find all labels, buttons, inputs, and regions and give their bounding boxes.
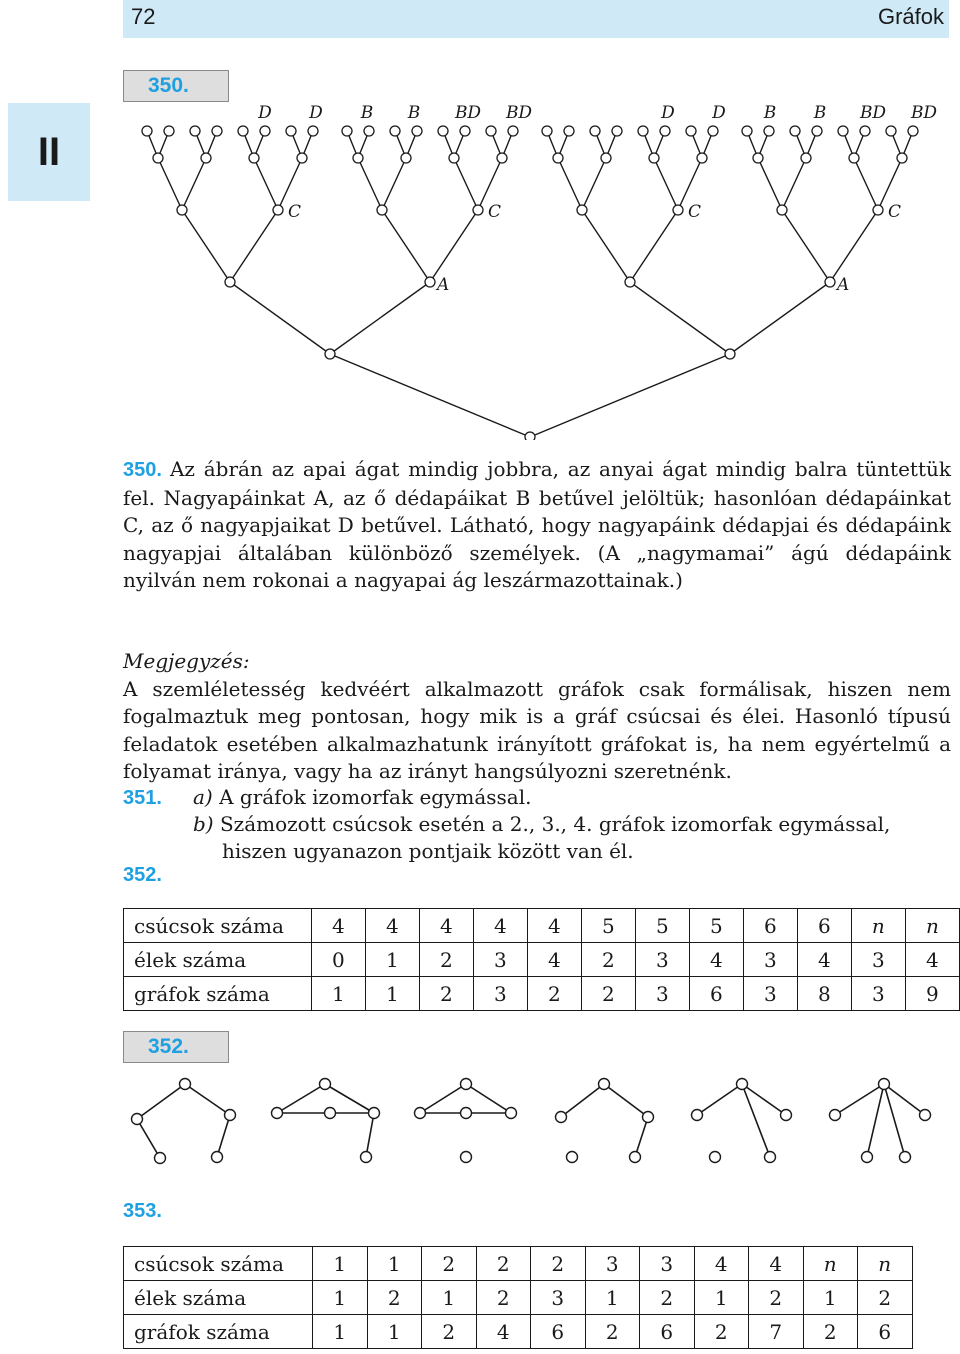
solution-350-paragraph <box>123 456 951 595</box>
tree-node <box>742 126 752 136</box>
tree-node <box>577 205 587 215</box>
tree-node <box>201 153 211 163</box>
tree-node <box>649 153 659 163</box>
graph-vertex <box>320 1079 331 1090</box>
table-cell: 2 <box>803 1315 858 1349</box>
table-cell: 3 <box>585 1247 640 1281</box>
tree-node <box>601 153 611 163</box>
graph-1 <box>137 1084 230 1158</box>
graph-vertex <box>692 1110 703 1121</box>
tree-edge <box>358 158 382 210</box>
tree-edge <box>430 210 478 282</box>
tree-edge <box>230 210 278 282</box>
tree-edge <box>330 282 430 354</box>
tree-edge <box>854 158 878 210</box>
tree-node <box>812 126 822 136</box>
table-cell: csúcsok száma <box>124 909 312 943</box>
table-cell: 3 <box>635 977 689 1011</box>
tree-edge <box>158 158 182 210</box>
graph-vertex <box>361 1152 372 1163</box>
table-cell: 2 <box>581 977 635 1011</box>
graph-vertex <box>461 1079 472 1090</box>
table-cell: 4 <box>527 943 581 977</box>
table-cell: 4 <box>419 909 473 943</box>
table-cell: 6 <box>531 1315 586 1349</box>
solution-353-number: 353. <box>123 1200 162 1222</box>
tree-node <box>697 153 707 163</box>
table-cell: 2 <box>367 1281 422 1315</box>
table-cell: 1 <box>311 977 365 1011</box>
figure-352-label: 352. <box>123 1031 229 1063</box>
tree-node <box>353 153 363 163</box>
graph-vertex <box>325 1108 336 1119</box>
graph-vertex <box>862 1152 873 1163</box>
tree-node <box>286 126 296 136</box>
graph-vertex <box>132 1114 143 1125</box>
table-353-row-graphs <box>124 1315 913 1349</box>
graph-5 <box>697 1084 786 1157</box>
tree-label-top: B <box>360 103 374 123</box>
table-cell: 3 <box>473 943 527 977</box>
tree-node <box>673 205 683 215</box>
tree-node <box>525 432 535 440</box>
graph-vertex <box>461 1108 472 1119</box>
tree-edge <box>230 282 330 354</box>
tree-node <box>838 126 848 136</box>
tree-node <box>542 126 552 136</box>
tree-node <box>190 126 200 136</box>
page-number: 72 <box>131 4 156 29</box>
table-cell: 3 <box>743 943 797 977</box>
graph-vertex <box>781 1110 792 1121</box>
table-cell: 7 <box>749 1315 804 1349</box>
solution-352-number: 352. <box>123 864 162 886</box>
tree-edge <box>830 210 878 282</box>
tree-edge <box>558 158 582 210</box>
table-cell: 3 <box>473 977 527 1011</box>
graph-vertex <box>225 1110 236 1121</box>
table-cell: csúcsok száma <box>124 1247 313 1281</box>
table-cell: 5 <box>689 909 743 943</box>
tree-node <box>249 153 259 163</box>
tree-node <box>212 126 222 136</box>
graph-vertex <box>920 1110 931 1121</box>
tree-node <box>860 126 870 136</box>
chapter-title: Gráfok <box>877 4 944 29</box>
graph-vertex <box>369 1108 380 1119</box>
table-cell: 2 <box>476 1247 531 1281</box>
tree-node <box>390 126 400 136</box>
solution-351-b-marker: b) <box>193 812 214 836</box>
tree-node <box>849 153 859 163</box>
table-cell: 6 <box>689 977 743 1011</box>
tree-label-top: D <box>309 103 323 123</box>
table-353-row-edges <box>124 1281 913 1315</box>
table-cell: 2 <box>422 1315 477 1349</box>
tree-label-top: B <box>813 103 827 123</box>
graph-vertex <box>461 1152 472 1163</box>
table-cell: 8 <box>797 977 851 1011</box>
table-cell: 3 <box>851 977 905 1011</box>
table-352 <box>123 908 960 1011</box>
tree-edge <box>530 354 730 437</box>
graph-vertex <box>415 1108 426 1119</box>
graphs-figure-352 <box>0 1060 960 1170</box>
tree-edge <box>782 210 830 282</box>
tree-node <box>553 153 563 163</box>
table-352-row-vertices <box>124 909 960 943</box>
tree-label-top: B <box>407 103 421 123</box>
tree-edge <box>630 210 678 282</box>
tree-label-top: BD <box>910 103 938 123</box>
table-cell: 2 <box>531 1247 586 1281</box>
table-352-row-graphs <box>124 977 960 1011</box>
graph-vertex <box>830 1110 841 1121</box>
table-cell: 3 <box>640 1247 695 1281</box>
tree-edge <box>758 158 782 210</box>
tree-node <box>377 205 387 215</box>
solution-351-number: 351. <box>123 787 162 809</box>
note-block <box>123 648 951 786</box>
table-cell: 2 <box>858 1281 913 1315</box>
graph-6 <box>835 1084 925 1157</box>
figure-350-label: 350. <box>123 70 229 102</box>
table-cell: 1 <box>585 1281 640 1315</box>
tree-label-top: BD <box>505 103 533 123</box>
table-cell: 2 <box>419 977 473 1011</box>
tree-edge <box>782 158 806 210</box>
tree-label-top: D <box>661 103 675 123</box>
tree-node <box>725 349 735 359</box>
table-cell: 4 <box>527 909 581 943</box>
tree-node <box>153 153 163 163</box>
table-cell: 2 <box>749 1281 804 1315</box>
tree-node <box>753 153 763 163</box>
graph-vertex <box>212 1152 223 1163</box>
graph-2 <box>277 1084 374 1157</box>
tree-edge <box>254 158 278 210</box>
solution-351-b-text-1: Számozott csúcsok esetén a 2., 3., 4. gráfok izomorfak egymással, <box>219 812 891 836</box>
tree-node <box>438 126 448 136</box>
table-cell: 9 <box>905 977 959 1011</box>
table-cell: 6 <box>743 909 797 943</box>
tree-node <box>364 126 374 136</box>
tree-label-top: BD <box>859 103 887 123</box>
tree-label-c: C <box>488 202 502 222</box>
tree-node <box>764 126 774 136</box>
tree-label-top: BD <box>454 103 482 123</box>
tree-edge <box>330 354 530 437</box>
table-cell: 3 <box>531 1281 586 1315</box>
tree-node <box>401 153 411 163</box>
graph-vertex <box>710 1152 721 1163</box>
table-cell: 6 <box>858 1315 913 1349</box>
table-cell: 2 <box>476 1281 531 1315</box>
table-cell: 1 <box>694 1281 749 1315</box>
table-cell: 4 <box>694 1247 749 1281</box>
table-cell: 2 <box>585 1315 640 1349</box>
tree-node <box>508 126 518 136</box>
table-cell: n <box>858 1247 913 1281</box>
tree-label-top: D <box>258 103 272 123</box>
tree-node <box>164 126 174 136</box>
graph-vertex <box>272 1108 283 1119</box>
tree-edge <box>630 282 730 354</box>
tree-node <box>777 205 787 215</box>
table-cell: 1 <box>367 1315 422 1349</box>
solution-351-a-text: A gráfok izomorfak egymással. <box>219 785 532 809</box>
table-cell: élek száma <box>124 943 312 977</box>
table-cell: 1 <box>367 1247 422 1281</box>
tree-node <box>801 153 811 163</box>
table-cell: 4 <box>476 1315 531 1349</box>
table-cell: 4 <box>749 1247 804 1281</box>
table-cell: élek száma <box>124 1281 313 1315</box>
page-header-band <box>123 0 949 38</box>
tree-node <box>897 153 907 163</box>
graph-vertex <box>180 1079 191 1090</box>
table-cell: 5 <box>635 909 689 943</box>
table-cell: 1 <box>313 1281 368 1315</box>
tree-node <box>590 126 600 136</box>
table-cell: 1 <box>422 1281 477 1315</box>
graph-vertex <box>599 1079 610 1090</box>
tree-edge <box>182 210 230 282</box>
solution-351-a <box>193 784 531 812</box>
tree-node <box>886 126 896 136</box>
graph-vertex <box>737 1079 748 1090</box>
table-cell: 1 <box>313 1315 368 1349</box>
tree-node <box>564 126 574 136</box>
tree-node <box>273 205 283 215</box>
tree-node <box>225 277 235 287</box>
tree-edge <box>454 158 478 210</box>
tree-edge <box>382 210 430 282</box>
table-cell: 2 <box>640 1281 695 1315</box>
table-cell: 6 <box>640 1315 695 1349</box>
tree-node <box>638 126 648 136</box>
table-cell: 4 <box>905 943 959 977</box>
table-cell: n <box>905 909 959 943</box>
tree-node <box>497 153 507 163</box>
tree-node <box>625 277 635 287</box>
graph-vertex <box>567 1152 578 1163</box>
table-353 <box>123 1246 913 1349</box>
graph-vertex <box>506 1108 517 1119</box>
table-cell: 1 <box>365 977 419 1011</box>
tree-node <box>238 126 248 136</box>
graph-vertex <box>155 1153 166 1164</box>
table-cell: n <box>803 1247 858 1281</box>
solution-350-text: Az ábrán az apai ágat mindig jobbra, az anyai ágat mindig balra tüntettük fel. Nagyapáinkat A, az ő dédapáikat B betűvel jelöltük; hasonlóan dédapáinkat C, az ő nagyapjaikat D betűvel. Látható, hogy nagyapáink dédapjai és dédapáink nagyapjai általában különböző személyek. (A „nagymamai” ágú dédapáink nyilván nem rokonai a nagyapai ág leszármazottainak.) <box>123 457 951 592</box>
table-cell: 3 <box>743 977 797 1011</box>
tree-node <box>325 349 335 359</box>
table-cell: 3 <box>851 943 905 977</box>
table-352-row-edges <box>124 943 960 977</box>
tree-node <box>260 126 270 136</box>
solution-350-number: 350. <box>123 459 162 481</box>
tree-node <box>412 126 422 136</box>
table-353-row-vertices <box>124 1247 913 1281</box>
table-cell: 4 <box>473 909 527 943</box>
note-title: Megjegyzés: <box>123 649 250 673</box>
table-cell: 2 <box>419 943 473 977</box>
table-cell: gráfok száma <box>124 1315 313 1349</box>
tree-node <box>473 205 483 215</box>
tree-node <box>660 126 670 136</box>
graph-vertex <box>556 1112 567 1123</box>
tree-node <box>177 205 187 215</box>
tree-edge <box>654 158 678 210</box>
tree-node <box>342 126 352 136</box>
graph-4 <box>561 1084 648 1157</box>
table-cell: 2 <box>527 977 581 1011</box>
table-cell: 1 <box>365 943 419 977</box>
tree-node <box>460 126 470 136</box>
tree-node <box>873 205 883 215</box>
tree-node <box>486 126 496 136</box>
tree-label-a: A <box>837 275 850 295</box>
solution-351-b-cont: hiszen ugyanazon pontjaik között van él. <box>222 839 634 863</box>
tree-node <box>686 126 696 136</box>
tree-node <box>790 126 800 136</box>
note-text: A szemléletesség kedvéért alkalmazott gráfok csak formálisak, hiszen nem fogalmaztuk meg pontosan, hogy mik is a gráf csúcsai és élei. Hasonló típusú feladatok esetében alkalmazhatunk irányított gráfokat is, ha nem egyértelmű a folyamat iránya, vagy ha az irányt hangsúlyozni szeretnénk. <box>123 676 951 783</box>
table-cell: 1 <box>313 1247 368 1281</box>
tree-label-top: D <box>712 103 726 123</box>
tree-node <box>308 126 318 136</box>
table-cell: 2 <box>581 943 635 977</box>
table-cell: 1 <box>803 1281 858 1315</box>
tree-label-c: C <box>288 202 302 222</box>
graph-vertex <box>765 1152 776 1163</box>
solution-351-b <box>193 811 890 839</box>
table-cell: 0 <box>311 943 365 977</box>
tree-edge <box>730 282 830 354</box>
table-cell: gráfok száma <box>124 977 312 1011</box>
solution-351-a-line <box>123 784 162 813</box>
tree-label-a: A <box>437 275 450 295</box>
table-cell: 4 <box>689 943 743 977</box>
graph-vertex <box>879 1079 890 1090</box>
tree-label-top: B <box>763 103 777 123</box>
family-tree-figure <box>0 90 960 440</box>
graph-vertex <box>643 1112 654 1123</box>
table-cell: 4 <box>797 943 851 977</box>
tree-node <box>449 153 459 163</box>
chapter-side-tab: II <box>8 103 90 201</box>
graph-vertex <box>900 1152 911 1163</box>
tree-edge <box>382 158 406 210</box>
table-cell: 2 <box>694 1315 749 1349</box>
tree-edge <box>582 158 606 210</box>
solution-351-a-marker: a) <box>193 785 213 809</box>
tree-edge <box>182 158 206 210</box>
tree-node <box>825 277 835 287</box>
tree-label-c: C <box>688 202 702 222</box>
tree-node <box>425 277 435 287</box>
table-cell: 2 <box>422 1247 477 1281</box>
tree-node <box>908 126 918 136</box>
graph-vertex <box>630 1152 641 1163</box>
tree-node <box>142 126 152 136</box>
table-cell: 3 <box>635 943 689 977</box>
tree-node <box>297 153 307 163</box>
table-cell: 5 <box>581 909 635 943</box>
tree-node <box>708 126 718 136</box>
table-cell: n <box>851 909 905 943</box>
table-cell: 4 <box>311 909 365 943</box>
tree-label-c: C <box>888 202 902 222</box>
tree-node <box>612 126 622 136</box>
tree-edge <box>582 210 630 282</box>
table-cell: 6 <box>797 909 851 943</box>
table-cell: 4 <box>365 909 419 943</box>
